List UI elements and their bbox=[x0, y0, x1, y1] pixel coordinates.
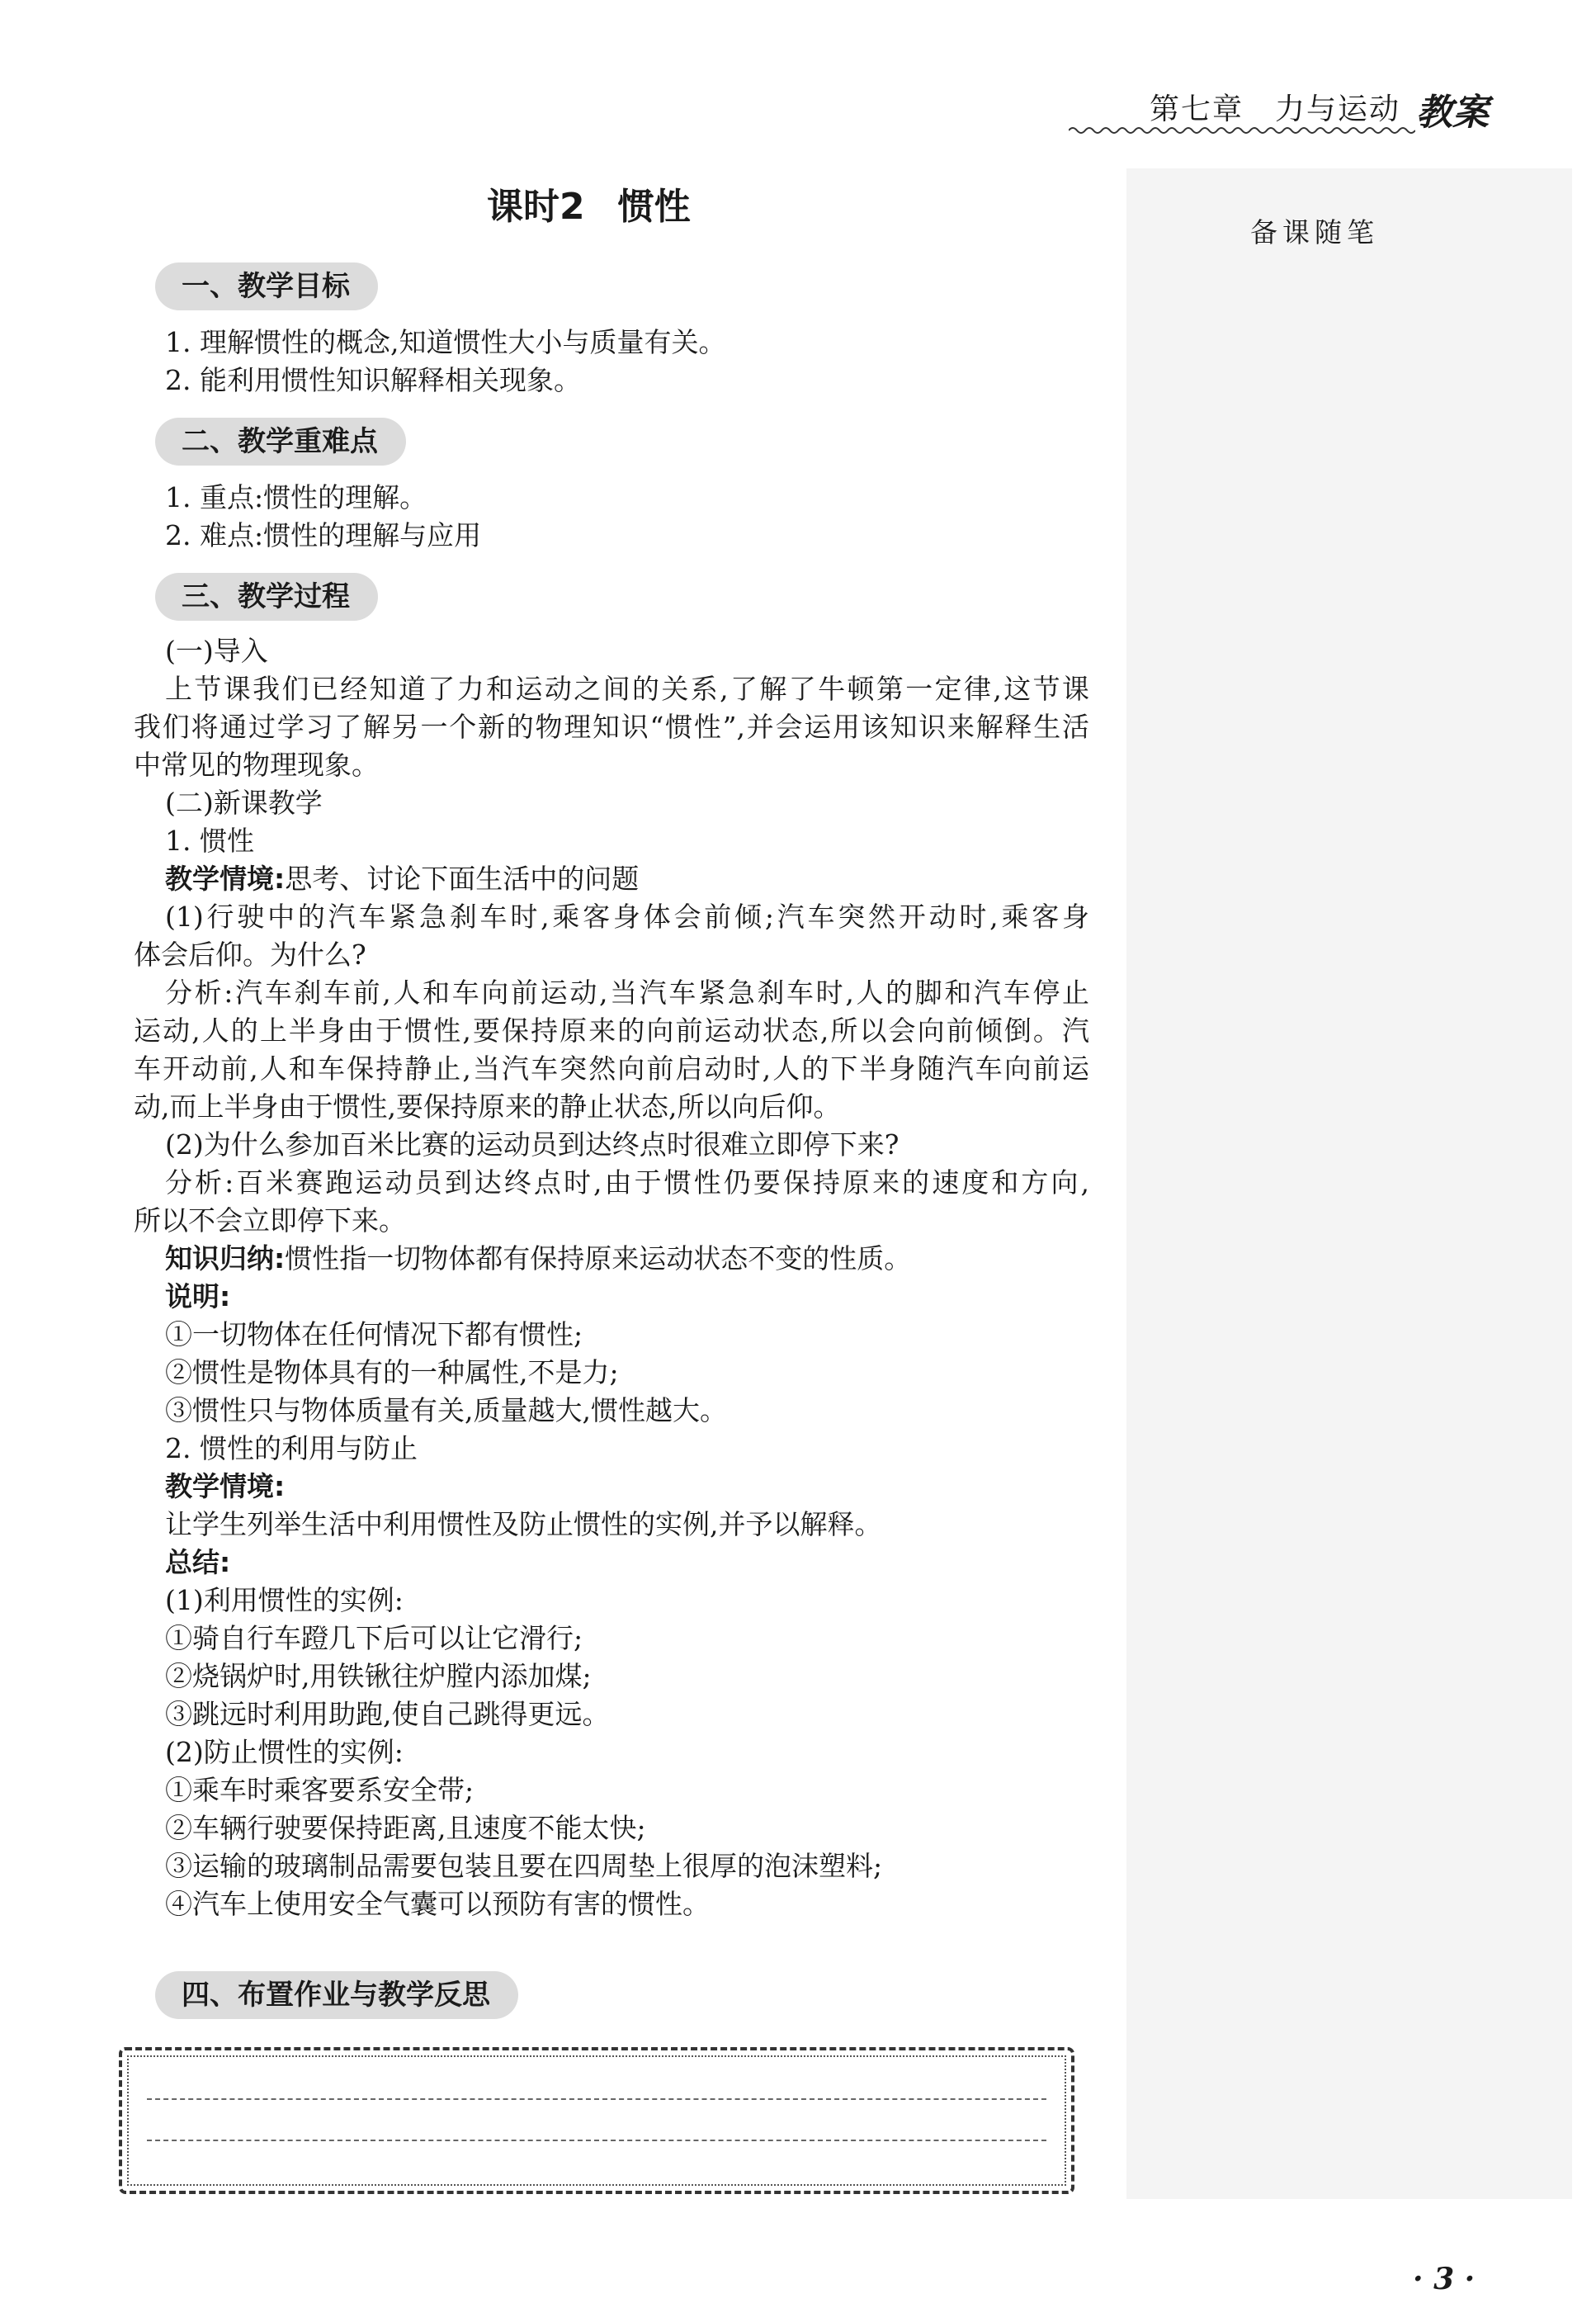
notes-column-title: 备课随笔 bbox=[1250, 216, 1379, 248]
situation-label: 教学情境: bbox=[165, 863, 286, 895]
question-text: 体会后仰。为什么? bbox=[134, 939, 366, 971]
note-label: 说明: bbox=[165, 1280, 231, 1312]
use-example: ②烧锅炉时,用铁锹往炉膛内添加煤; bbox=[165, 1660, 592, 1692]
section-objectives-title: 一、教学目标 bbox=[155, 262, 378, 310]
prevent-example: ④汽车上使用安全气囊可以预防有害的惯性。 bbox=[165, 1888, 710, 1920]
question-text: (1)行驶中的汽车紧急刹车时,乘客身体会前倾;汽车突然开动时,乘客身 bbox=[165, 901, 1089, 933]
lesson-title bbox=[487, 177, 691, 229]
lesson-name: 惯性 bbox=[617, 186, 691, 228]
writing-line bbox=[147, 2098, 1046, 2100]
analysis-text: 分析:汽车刹车前,人和车向前运动,当汽车紧急刹车时,人的脚和汽车停止 bbox=[165, 977, 1089, 1009]
objective-item: 2. 能利用惯性知识解释相关现象。 bbox=[165, 364, 581, 396]
prevent-examples-heading: (2)防止惯性的实例: bbox=[165, 1736, 404, 1768]
question-text: (2)为什么参加百米比赛的运动员到达终点时很难立即停下来? bbox=[165, 1128, 900, 1161]
analysis-text: 动,而上半身由于惯性,要保持原来的静止状态,所以向后仰。 bbox=[134, 1090, 841, 1123]
intro-text: 中常见的物理现象。 bbox=[134, 749, 379, 781]
page-number: · 3 · bbox=[1413, 2262, 1476, 2296]
header-brand: 教案 bbox=[1416, 92, 1489, 134]
section-process-title: 三、教学过程 bbox=[155, 573, 378, 621]
prevent-example: ②车辆行驶要保持距离,且速度不能太快; bbox=[165, 1812, 646, 1844]
knowledge-summary: 知识归纳:惯性指一切物体都有保持原来运动状态不变的性质。 bbox=[165, 1242, 912, 1274]
situation2-label: 教学情境: bbox=[165, 1470, 286, 1502]
use-examples-heading: (1)利用惯性的实例: bbox=[165, 1584, 404, 1616]
keypoint-item: 2. 难点:惯性的理解与应用 bbox=[165, 519, 482, 551]
analysis-text: 车开动前,人和车保持静止,当汽车突然向前启动时,人的下半身随汽车向前运 bbox=[134, 1052, 1089, 1085]
lesson-number: 课时2 bbox=[487, 186, 585, 228]
use-example: ①骑自行车蹬几下后可以让它滑行; bbox=[165, 1622, 583, 1654]
objective-item: 1. 理解惯性的概念,知道惯性大小与质量有关。 bbox=[165, 326, 726, 358]
intro-text: 我们将通过学习了解另一个新的物理知识“惯性”,并会运用该知识来解释生活 bbox=[134, 711, 1089, 743]
prevent-example: ①乘车时乘客要系安全带; bbox=[165, 1774, 475, 1806]
teaching-situation: 教学情境:思考、讨论下面生活中的问题 bbox=[165, 863, 640, 895]
note-item: ②惯性是物体具有的一种属性,不是力; bbox=[165, 1356, 619, 1388]
keypoint-item: 1. 重点:惯性的理解。 bbox=[165, 481, 427, 513]
header-chapter: 第七章 力与运动 bbox=[1150, 92, 1401, 126]
note-item: ①一切物体在任何情况下都有惯性; bbox=[165, 1318, 583, 1350]
note-item: ③惯性只与物体质量有关,质量越大,惯性越大。 bbox=[165, 1394, 727, 1426]
situation2-text: 让学生列举生活中利用惯性及防止惯性的实例,并予以解释。 bbox=[165, 1508, 882, 1540]
analysis-text: 所以不会立即停下来。 bbox=[134, 1204, 406, 1237]
prevent-example: ③运输的玻璃制品需要包装且要在四周垫上很厚的泡沫塑料; bbox=[165, 1850, 883, 1882]
writing-line bbox=[147, 2140, 1046, 2141]
use-example: ③跳远时利用助跑,使自己跳得更远。 bbox=[165, 1698, 610, 1730]
use-heading: 2. 惯性的利用与防止 bbox=[165, 1432, 418, 1464]
analysis-text: 分析:百米赛跑运动员到达终点时,由于惯性仍要保持原来的速度和方向, bbox=[165, 1166, 1089, 1199]
summary-label: 知识归纳: bbox=[165, 1242, 286, 1274]
inertia-heading: 1. 惯性 bbox=[165, 825, 254, 857]
notes-column bbox=[1126, 168, 1572, 2199]
homework-box-inner-border bbox=[127, 2055, 1066, 2186]
analysis-text: 运动,人的上半身由于惯性,要保持原来的向前运动状态,所以会向前倾倒。汽 bbox=[134, 1014, 1089, 1047]
intro-text: 上节课我们已经知道了力和运动之间的关系,了解了牛顿第一定律,这节课 bbox=[165, 673, 1089, 705]
section-keypoints-title: 二、教学重难点 bbox=[155, 418, 406, 466]
new-lesson-heading: (二)新课教学 bbox=[165, 787, 323, 819]
section-homework-title: 四、布置作业与教学反思 bbox=[155, 1971, 518, 2019]
intro-heading: (一)导入 bbox=[165, 635, 268, 667]
conclusion-label: 总结: bbox=[165, 1546, 231, 1578]
homework-writing-box[interactable] bbox=[119, 2047, 1074, 2194]
